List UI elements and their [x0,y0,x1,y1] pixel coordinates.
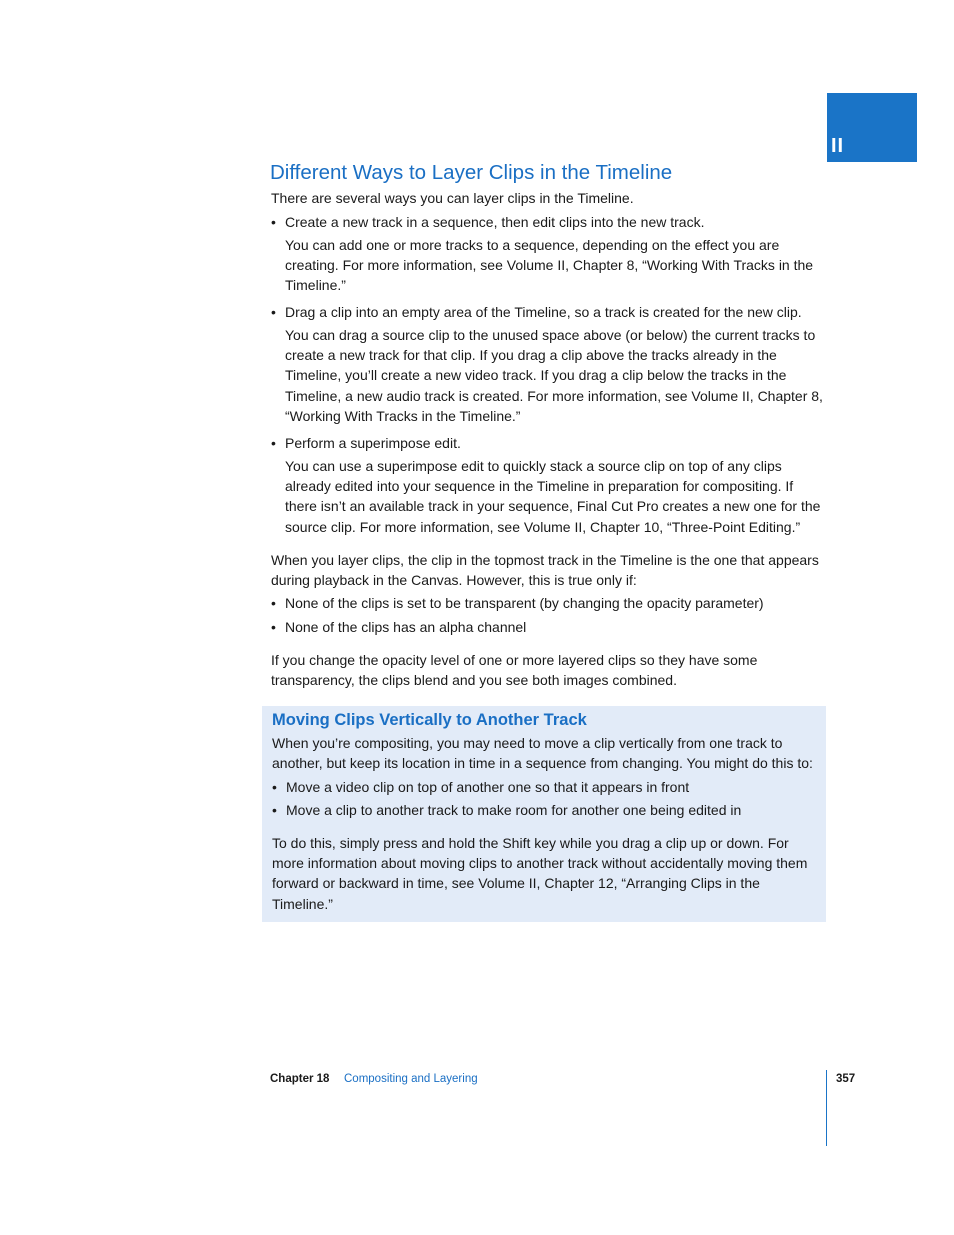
bullet-text: None of the clips is set to be transparent (by changing the opacity parameter) [285,595,764,611]
bullet-text: Create a new track in a sequence, then edit clips into the new track. [285,214,705,230]
bullet-text: Perform a superimpose edit. [285,435,461,451]
bullet-icon: • [272,779,277,795]
sidebar-closing: To do this, simply press and hold the Shift key while you drag a clip up or down. For more information about moving clips to another track without accidentally moving them forward or backward in time, see Volume II, Chapter 12, “Arranging Clips in the Timeline.” [272,835,808,912]
part-tab [827,93,917,162]
bullet-icon: • [271,435,276,451]
bullet-text: Move a clip to another track to make room for another one being edited in [286,802,742,818]
bullet-detail: You can add one or more tracks to a sequence, depending on the effect you are creating. For more information, see Volume II, Chapter 8, “Working With Tracks in the Timeline.” [285,237,814,294]
bullet-icon: • [271,214,276,230]
section-intro: There are several ways you can layer clips in the Timeline. [271,190,634,206]
footer-divider [826,1070,827,1146]
sidebar-title: Moving Clips Vertically to Another Track [272,711,587,729]
bullet-text: None of the clips has an alpha channel [285,619,527,635]
bullet-icon: • [271,304,276,320]
bullet-icon: • [271,619,276,635]
footer-chapter: Chapter 18 [270,1073,330,1085]
bullet-text: Move a video clip on top of another one so that it appears in front [286,779,690,795]
bullet-icon: • [272,802,277,818]
bullet-detail: You can use a superimpose edit to quickly stack a source clip on top of any clips already edited into your sequence in the Timeline in preparation for compositing. If there isn’t an available track in your sequence, Final Cut Pro creates a new one for the source clip. For more information, see Volume II, Chapter 10, “Three-Point Editing.” [285,458,821,535]
bullet-detail: You can drag a source clip to the unused space above (or below) the current tracks to create a new track for that clip. If you drag a clip above the tracks already in the Timeline, you’ll create a new video track. If you drag a clip below the tracks in the Timeline, a new audio track is created. For more information, see Volume II, Chapter 8, “Working With Tracks in the Timeline.” [285,327,823,424]
paragraph-opacity: If you change the opacity level of one or more layered clips so they have some transparency, the clips blend and you see both images combined. [271,652,758,689]
part-tab-label: II [831,135,845,157]
page-number: 357 [836,1073,856,1085]
section-title: Different Ways to Layer Clips in the Timeline [270,161,673,184]
paragraph-layer: When you layer clips, the clip in the topmost track in the Timeline is the one that appears during playback in the Canvas. However, this is true only if: [271,552,819,589]
bullet-text: Drag a clip into an empty area of the Timeline, so a track is created for the new clip. [285,304,802,320]
sidebar-intro: When you’re compositing, you may need to move a clip vertically from one track to another, but keep its location in time in a sequence from changing. You might do this to: [272,735,813,772]
footer-chapter-title[interactable]: Compositing and Layering [344,1073,478,1085]
bullet-icon: • [271,595,276,611]
